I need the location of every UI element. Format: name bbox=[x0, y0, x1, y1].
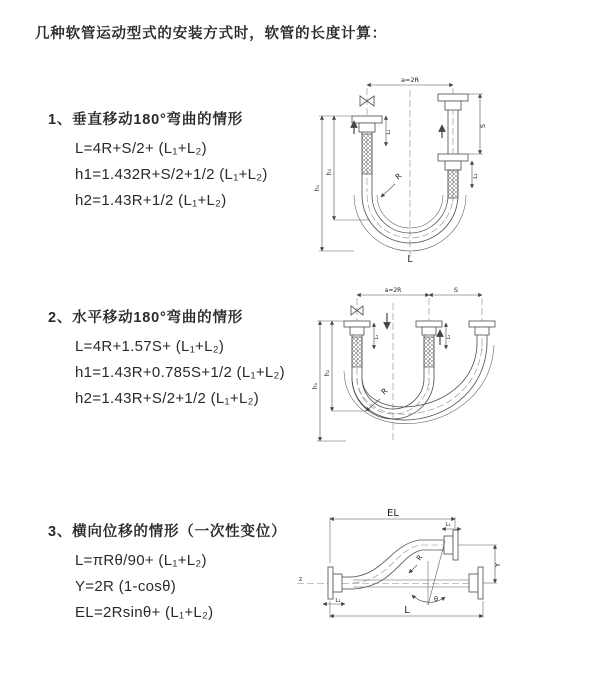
section-vertical-motion bbox=[48, 108, 268, 214]
dim-label-s: S bbox=[479, 123, 487, 129]
dim-label-l1-top: L₁ bbox=[445, 522, 451, 528]
dimension-L1 bbox=[374, 323, 380, 349]
dim-label-l2: L₂ bbox=[473, 173, 479, 179]
dim-label-l1: L₁ bbox=[374, 334, 380, 340]
dimension-L1-bottom bbox=[323, 598, 345, 604]
dim-label-h2: h₂ bbox=[326, 168, 333, 176]
diagram-horizontal-ubend bbox=[310, 283, 600, 463]
dimension-L1-top bbox=[442, 522, 461, 529]
section-heading: 1、垂直移动180°弯曲的情形 bbox=[48, 112, 244, 128]
braided-hose-section bbox=[424, 337, 434, 367]
page-title: 几种软管运动型式的安装方式时，软管的长度计算： bbox=[35, 26, 387, 42]
section-horizontal-motion bbox=[48, 306, 285, 412]
centerlines bbox=[357, 298, 482, 443]
displaced-hose-curves bbox=[344, 345, 494, 424]
dimension-L bbox=[330, 601, 483, 618]
section-heading: 3、横向位移的情形（一次性变位） bbox=[48, 524, 287, 540]
dimension-S bbox=[429, 286, 482, 295]
length-label: L bbox=[407, 254, 413, 265]
diagram-vertical-ubend bbox=[310, 70, 600, 265]
radius-callout bbox=[381, 171, 403, 197]
braided-hose-section bbox=[352, 337, 362, 367]
upper-right-flange bbox=[444, 530, 458, 560]
radius-label: R bbox=[379, 386, 390, 397]
formula-block bbox=[75, 136, 268, 214]
left-flange bbox=[328, 567, 353, 599]
angle-theta bbox=[412, 541, 445, 605]
dimension-h1 bbox=[312, 321, 346, 441]
dim-label-l2: L₂ bbox=[446, 334, 452, 340]
dimension-S bbox=[468, 94, 487, 154]
radius-label: R bbox=[393, 171, 404, 182]
dim-label-a2r: a=2R bbox=[400, 76, 420, 84]
braided-hose-section bbox=[448, 170, 458, 198]
dim-label-l: L bbox=[404, 605, 410, 616]
formula-line: L=4R+S/2+ (L₁+L₂) bbox=[75, 140, 207, 157]
dimension-L2 bbox=[472, 161, 479, 188]
dimension-a2R bbox=[367, 76, 453, 85]
displaced-hose-scurve bbox=[353, 540, 444, 589]
section-lateral-displacement bbox=[48, 520, 286, 626]
formula-block bbox=[75, 334, 285, 412]
dimension-a2R bbox=[357, 287, 429, 295]
dim-label-y: Y bbox=[494, 562, 502, 568]
braided-hose-section bbox=[362, 134, 372, 174]
dim-label-s: S bbox=[453, 286, 459, 294]
radius-callout bbox=[409, 553, 425, 573]
dim-label-el: EL bbox=[387, 508, 399, 519]
radius-label: R bbox=[415, 553, 425, 563]
formula-line: EL=2Rsinθ+ (L₁+L₂) bbox=[75, 604, 214, 621]
diagram-lateral-displacement bbox=[295, 503, 600, 648]
dim-label-h1: h₁ bbox=[312, 382, 319, 390]
dimension-L2 bbox=[446, 323, 452, 349]
formula-line: h2=1.43R+1/2 (L₁+L₂) bbox=[75, 192, 227, 209]
angle-label: θ bbox=[434, 595, 438, 603]
axis-break-mark: z bbox=[299, 576, 303, 583]
dim-label-a2r: a=2R bbox=[384, 287, 402, 294]
dimension-L1 bbox=[386, 116, 392, 146]
dim-label-l1: L₁ bbox=[386, 129, 392, 135]
right-flange-original bbox=[469, 567, 483, 599]
dim-label-h2: h₂ bbox=[324, 369, 331, 377]
formula-line: L=πRθ/90+ (L₁+L₂) bbox=[75, 552, 207, 569]
right-riser bbox=[438, 94, 468, 198]
dim-label-l1-bottom: L₁ bbox=[335, 598, 341, 604]
formula-line: h1=1.43R+0.785S+1/2 (L₁+L₂) bbox=[75, 364, 285, 381]
formula-block bbox=[75, 548, 286, 626]
centerlines bbox=[367, 88, 453, 260]
dim-label-h1: h₁ bbox=[314, 184, 321, 192]
formula-line: L=4R+1.57S+ (L₁+L₂) bbox=[75, 338, 225, 355]
formula-line: Y=2R (1-cosθ) bbox=[75, 578, 177, 595]
section-heading: 2、水平移动180°弯曲的情形 bbox=[48, 310, 244, 326]
formula-line: h1=1.432R+S/2+1/2 (L₁+L₂) bbox=[75, 166, 268, 183]
formula-line: h2=1.43R+S/2+1/2 (L₁+L₂) bbox=[75, 390, 260, 407]
